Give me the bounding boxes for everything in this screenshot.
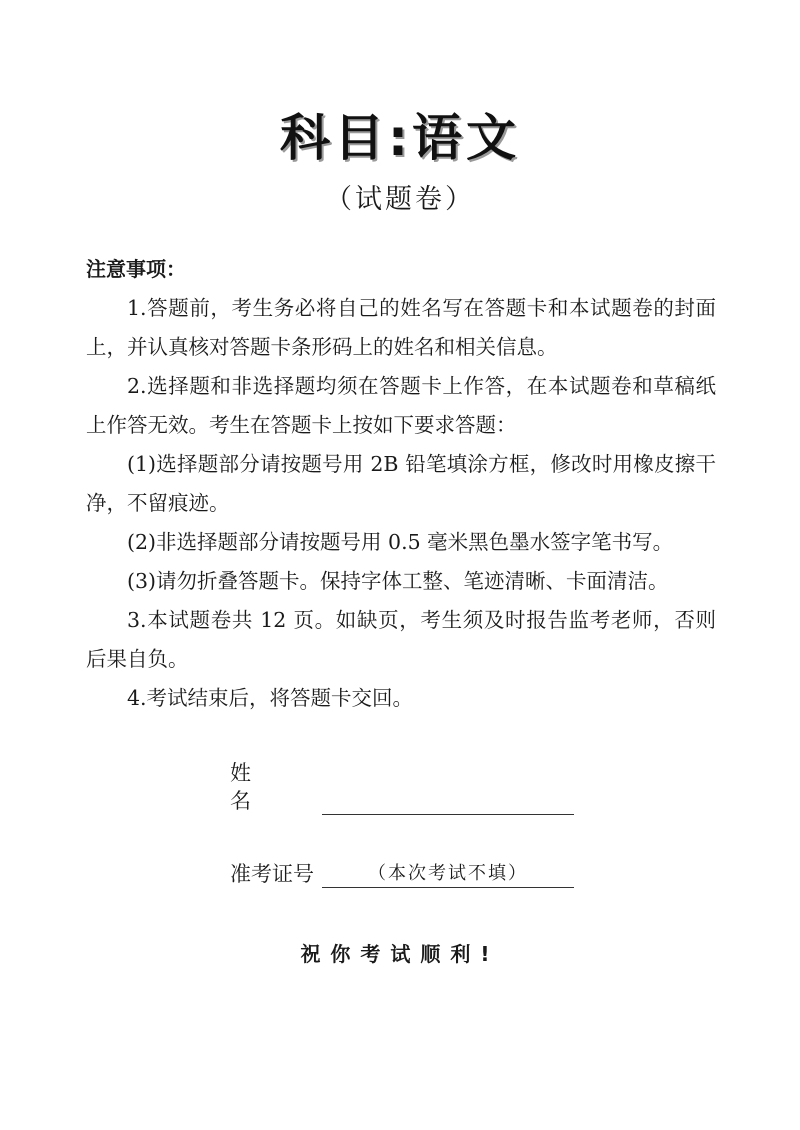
exam-id-field-blank[interactable]: （本次考试不填） (322, 861, 574, 888)
instruction-subitem-1: (1)选择题部分请按题号用 2B 铅笔填涂方框，修改时用橡皮擦干净，不留痕迹。 (86, 452, 716, 515)
exam-subject-title: 科目:语文 (280, 109, 520, 167)
exam-paper-subtitle: （试题卷） (325, 184, 475, 215)
instruction-item-1: 1.答题前，考生务必将自己的姓名写在答题卡和本试题卷的封面上，并认真核对答题卡条形码上的姓名和相关信息。 (86, 296, 716, 359)
instruction-item-2: 2.选择题和非选择题均须在答题卡上作答，在本试题卷和草稿纸上作答无效。考生在答题卡上按如下要求答题： (86, 374, 716, 437)
good-luck-message: 祝你考试顺利! (300, 942, 500, 966)
exam-id-field-label: 准考证号 (230, 862, 314, 886)
instruction-item-4: 4.考试结束后，将答题卡交回。 (127, 686, 414, 710)
instructions-section (86, 250, 716, 718)
name-field-row (230, 761, 574, 815)
exam-id-field-row (230, 858, 574, 888)
name-field-label: 姓名 (230, 761, 285, 813)
name-field-blank[interactable] (322, 788, 574, 815)
instruction-subitem-2: (2)非选择题部分请按题号用 0.5 毫米黑色墨水签字笔书写。 (127, 530, 674, 554)
instructions-heading: 注意事项： (86, 257, 186, 281)
instruction-subitem-3: (3)请勿折叠答题卡。保持字体工整、笔迹清晰、卡面清洁。 (127, 569, 669, 593)
instruction-item-3: 3.本试题卷共 12 页。如缺页，考生须及时报告监考老师，否则后果自负。 (86, 608, 716, 671)
